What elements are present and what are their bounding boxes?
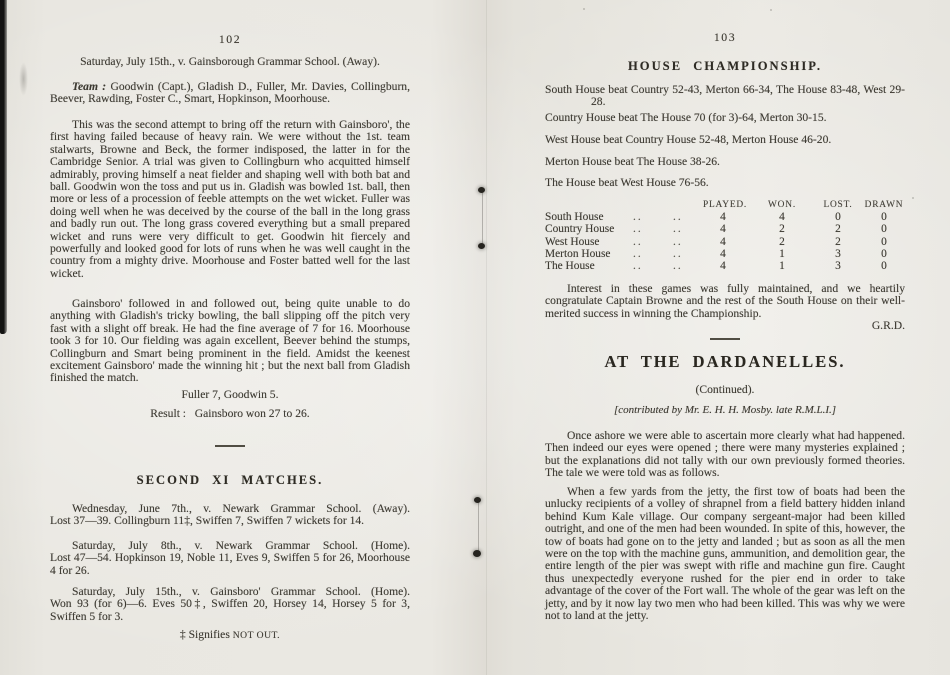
won-value: 2 bbox=[779, 223, 785, 236]
leader-dots: .. bbox=[673, 223, 683, 236]
house-name: Country House bbox=[545, 223, 615, 236]
section-divider-rule bbox=[215, 445, 245, 447]
staple-dot bbox=[474, 497, 481, 503]
lost-value: 3 bbox=[835, 247, 841, 260]
match-3-score-line: Won 93 (for 6)—6. Eves 50‡, Swiffen 20, Horsey 14, Horsey 5 for 3, Swiffen 5 for 3. bbox=[50, 597, 410, 623]
table-row bbox=[545, 236, 913, 248]
attribution-line: [contributed by Mr. E. H. H. Mosby. late R.M.L.I.] bbox=[613, 404, 837, 416]
second-xi-match-3 bbox=[50, 586, 410, 623]
played-value: 4 bbox=[720, 247, 726, 260]
staple-dot bbox=[478, 243, 485, 249]
house-championship-heading: HOUSE CHAMPIONSHIP. bbox=[628, 59, 822, 73]
leader-dots: .. bbox=[633, 211, 643, 224]
match-3-header-line: Saturday, July 15th., v. Gainsboro' Grammar School. (Home). bbox=[72, 585, 410, 598]
drawn-value: 0 bbox=[881, 211, 887, 224]
house-result-4: Merton House beat The House 38-26. bbox=[545, 155, 720, 168]
page-102 bbox=[50, 0, 410, 675]
table-row bbox=[545, 223, 913, 235]
table-header-row bbox=[545, 199, 913, 211]
second-xi-match-2 bbox=[50, 540, 410, 577]
match-report-paragraph-1: This was the second attempt to bring off the return with Gainsboro', the first having failed because of heavy rain. We were without the 1st. team stalwarts, Browne and Beck, the former indisposed, the latter in for the Cambridge Senior. A trial was given to Collingburn who acquitted himself admirably, proving himself a neat fielder and shaping well with both bat and ball. Goodwin won the toss and put us in. Gladish was bowled 1st. ball, then more or less of a procession of feeble attempts on the wet wicket. Fuller was doing well when he was deceived by the course of the ball in the long grass and badly run out. The long grass covered everything but a small prepared wicket and runs were very difficult to get. Goodwin hit fiercely and powerfully and looked good for lots of runs when he was well caught in the country from a mighty drive. Moorhouse and Foster batted well for the last wicket. bbox=[50, 118, 410, 280]
match-2-header-line: Saturday, July 8th., v. Newark Grammar School. (Home). bbox=[72, 539, 410, 552]
col-lost: LOST. bbox=[823, 200, 853, 210]
dardanelles-paragraph-1: Once ashore we were able to ascertain more clearly what had happened. Then indeed our eyes were opened ; there were many mysteries explained ; but the explanations did not tally with our own previously formed theories. The tale we were told was as follows. bbox=[545, 429, 905, 480]
leader-dots: .. bbox=[633, 235, 643, 248]
won-value: 1 bbox=[779, 247, 785, 260]
match-1-header-line: Wednesday, June 7th., v. Newark Grammar School. (Away). bbox=[72, 502, 410, 515]
col-won: WON. bbox=[768, 200, 796, 210]
drawn-value: 0 bbox=[881, 235, 887, 248]
played-value: 4 bbox=[720, 211, 726, 224]
championship-table bbox=[545, 199, 913, 272]
leader-dots: .. bbox=[673, 260, 683, 273]
table-row bbox=[545, 248, 913, 260]
lost-value: 3 bbox=[835, 260, 841, 273]
page-number-right: 103 bbox=[713, 30, 737, 44]
lost-value: 0 bbox=[835, 211, 841, 224]
dardanelles-heading: AT THE DARDANELLES. bbox=[604, 352, 846, 371]
played-value: 4 bbox=[720, 223, 726, 236]
binding-edge-shadow bbox=[0, 0, 7, 334]
staple-dot bbox=[473, 550, 481, 557]
second-xi-match-1 bbox=[50, 503, 410, 528]
batting-scores-line: Fuller 7, Goodwin 5. bbox=[181, 388, 279, 401]
match-1-score-line: Lost 37—39. Collingburn 11‡, Swiffen 7, Swiffen 7 wickets for 14. bbox=[50, 514, 365, 528]
author-initials: G.R.D. bbox=[871, 319, 905, 332]
team-label: Team : bbox=[72, 80, 107, 93]
house-result-5: The House beat West House 76-56. bbox=[545, 176, 709, 189]
result-line: Result : Gainsboro won 27 to 26. bbox=[150, 407, 310, 420]
leader-dots: .. bbox=[673, 247, 683, 260]
scan-smudge bbox=[19, 62, 28, 96]
house-result-3: West House beat Country House 52-48, Merton House 46-20. bbox=[545, 133, 832, 146]
house-result-1: South House beat Country 52-43, Merton 66-34, The House 83-48, West 29-28. bbox=[545, 83, 905, 109]
house-name: South House bbox=[545, 211, 604, 224]
match-2-score-line: Lost 47—54. Hopkinson 19, Noble 11, Eves 9, Swiffen 5 for 26, Moorhouse 4 for 26. bbox=[50, 551, 410, 577]
col-drawn: DRAWN bbox=[864, 200, 904, 210]
not-out-footnote bbox=[50, 629, 410, 642]
table-row bbox=[545, 211, 913, 223]
leader-dots: .. bbox=[633, 260, 643, 273]
col-played: PLAYED. bbox=[703, 200, 748, 210]
won-value: 1 bbox=[779, 260, 785, 273]
match-heading: Saturday, July 15th., v. Gainsborough Grammar School. (Away). bbox=[80, 55, 380, 68]
staple-dot bbox=[478, 187, 485, 193]
leader-dots: .. bbox=[673, 235, 683, 248]
page-number-left: 102 bbox=[218, 32, 242, 46]
leader-dots: .. bbox=[633, 247, 643, 260]
lost-value: 2 bbox=[835, 223, 841, 236]
section-divider-rule bbox=[710, 338, 740, 340]
match-report-paragraph-2: Gainsboro' followed in and followed out, being quite unable to do anything with Gladish's tricky bowling, the ball slipping off the pitch very fast with a slight off break. He had the fine average of 7 for 16. Moorhouse took 3 for 10. Our fielding was again excellent, Beever behind the stumps, Collingburn and Smart being prominent in the field. Amidst the keenest excitement Gainsboro' made the winning hit ; but the next ball from Gladish finished the match. bbox=[50, 297, 410, 385]
drawn-value: 0 bbox=[881, 260, 887, 273]
dardanelles-paragraph-2: When a few yards from the jetty, the first tow of boats had been the unlucky recipients of a volley of shrapnel from a field battery hidden inland behind Kum Kale village. Our company sergeant-major had been killed outright, and one of the men had been wounded. In spite of this, however, the tow of boats had gone on to the jetty and landed ; but as soon as all the men were on the top with the machine guns, ammunition, and demolition gear, the entire length of the pier was swept with rifle and machine gun fire. Caught thus unexpectedly everyone rushed for the pier end in order to take advantage of the cover of the Fort wall. The whole of the gear was left on the jetty, and by it now lay two men who had been killed. This was why we were not to land at the jetty. bbox=[545, 485, 905, 623]
second-xi-heading: SECOND XI MATCHES. bbox=[136, 473, 324, 487]
leader-dots: .. bbox=[633, 223, 643, 236]
leader-dots: .. bbox=[673, 211, 683, 224]
page-103 bbox=[545, 0, 905, 675]
page-gutter-line bbox=[486, 0, 487, 675]
drawn-value: 0 bbox=[881, 247, 887, 260]
staple-wire bbox=[482, 192, 483, 246]
footnote-marker: ‡ Signifies bbox=[179, 628, 233, 641]
played-value: 4 bbox=[720, 260, 726, 273]
house-name: The House bbox=[545, 260, 595, 273]
staple-wire bbox=[478, 502, 479, 552]
won-value: 2 bbox=[779, 235, 785, 248]
lost-value: 2 bbox=[835, 235, 841, 248]
table-row bbox=[545, 260, 913, 272]
drawn-value: 0 bbox=[881, 223, 887, 236]
won-value: 4 bbox=[779, 211, 785, 224]
championship-closing-paragraph: Interest in these games was fully maintained, and we heartily congratulate Captain Browne and the rest of the South House on their well-merited success in winning the Championship. bbox=[545, 282, 905, 320]
team-list: Goodwin (Capt.), Gladish D., Fuller, Mr. Davies, Collingburn, Beever, Rawding, Foster C., Smart, Hopkinson, Moorhouse. bbox=[50, 80, 410, 106]
continued-subheading: (Continued). bbox=[695, 383, 755, 396]
house-name: Merton House bbox=[545, 247, 611, 260]
footnote-caps: NOT OUT. bbox=[232, 630, 281, 641]
played-value: 4 bbox=[720, 235, 726, 248]
house-name: West House bbox=[545, 235, 600, 248]
house-result-2: Country House beat The House 70 (for 3)-64, Merton 30-15. bbox=[545, 111, 827, 124]
team-paragraph bbox=[50, 81, 410, 106]
